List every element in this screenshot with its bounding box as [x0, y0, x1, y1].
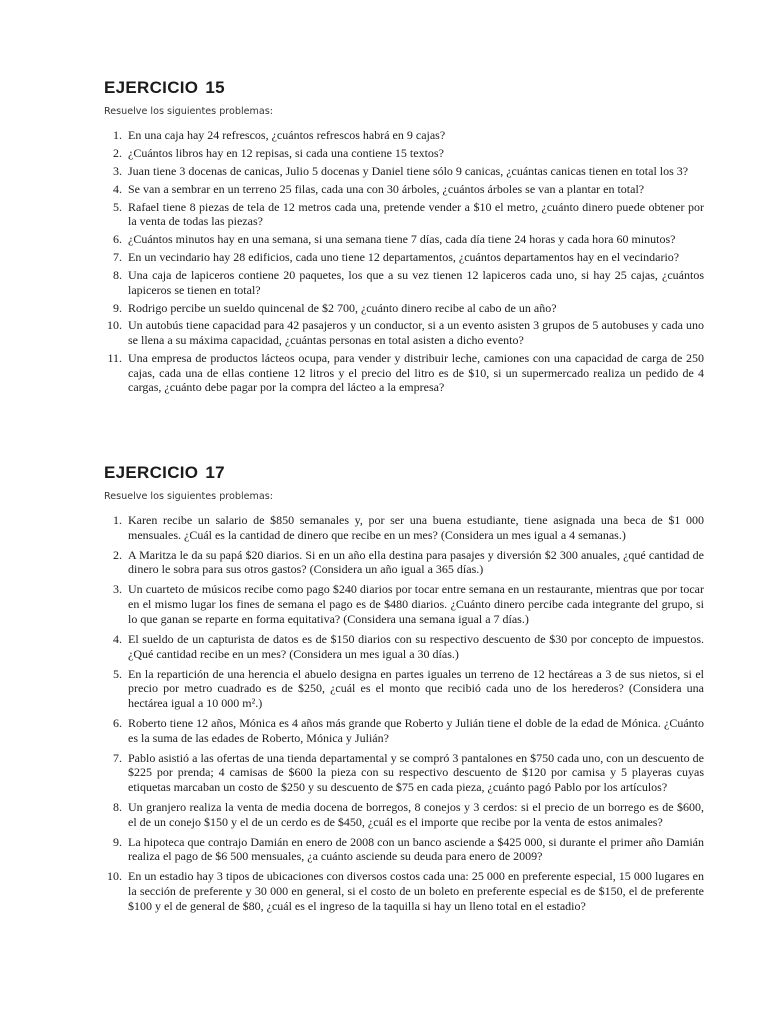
problem-item	[104, 667, 704, 711]
problem-text: El sueldo de un capturista de datos es de $150 diarios con su respectivo descuento de $30 por concepto de impuestos. ¿Qué cantidad recibe en un mes? (Considera un mes igual a 30 días.)	[128, 631, 704, 661]
problem-text: Se van a sembrar en un terreno 25 filas, cada una con 30 árboles, ¿cuántos árboles se van a plantar en total?	[128, 181, 645, 196]
problem-item	[104, 232, 704, 247]
exercise-15-problem-list	[104, 128, 704, 395]
problem-number: 2.	[113, 145, 122, 160]
problem-item	[104, 318, 704, 347]
problem-text: Pablo asistió a las ofertas de una tienda departamental y se compró 3 pantalones en $750 cada uno, con un descuento de $225 por prenda; 4 camisas de $600 la pieza con su respectivo descuento de $120 por camisa y 5 playeras cuyas etiquetas marcaban un costo de $250 y su descuento de $75 en cada pieza, ¿cuánto pagó Pablo por los artículos?	[128, 750, 704, 795]
problem-item	[104, 146, 704, 161]
problem-number: 5.	[113, 666, 122, 681]
problem-text: En una caja hay 24 refrescos, ¿cuántos refrescos habrá en 9 cajas?	[128, 128, 446, 142]
problem-text: Karen recibe un salario de $850 semanales y, por ser una buena estudiante, tiene asignada una beca de $1 000 mensuales. ¿Cuál es la cantidad de dinero que recibe en un mes? (Considera un mes igual a 4 semanas.)	[128, 513, 704, 542]
heading-word: EJERCICIO	[104, 78, 199, 97]
problem-number: 1.	[113, 128, 122, 142]
problem-item	[104, 716, 704, 745]
problem-number: 11.	[107, 351, 122, 366]
problem-item	[104, 164, 704, 179]
problem-text: Un autobús tiene capacidad para 42 pasajeros y un conductor, si a un evento asisten 3 grupos de 5 autobuses y cada uno se llena a su máxima capacidad, ¿cuántas personas en total asisten a dicho evento?	[128, 318, 704, 348]
problem-item	[104, 182, 704, 197]
problem-item	[104, 268, 704, 297]
exercise-17-problem-list	[104, 513, 704, 914]
problem-item	[104, 751, 704, 795]
problem-text: Una caja de lapiceros contiene 20 paquetes, los que a su vez tienen 12 lapiceros cada uno, si hay 25 cajas, ¿cuántos lapiceros se tienen en total?	[128, 267, 704, 297]
problem-item	[104, 200, 704, 229]
problem-item	[104, 128, 704, 143]
problem-number: 6.	[113, 715, 122, 730]
problem-item	[104, 632, 704, 661]
problem-number: 10.	[107, 318, 122, 333]
problem-number: 1.	[113, 513, 122, 527]
problem-text: En la repartición de una herencia el abuelo designa en partes iguales un terreno de 12 hectáreas a 3 de sus nietos, si el precio por metro cuadrado es de $250, ¿cuál es el monto que recibió cada uno de los herederos? (Considera una hectárea igual a 10 000 m².)	[128, 666, 704, 710]
problem-number: 10.	[107, 869, 122, 884]
heading-word: EJERCICIO	[104, 463, 199, 482]
problem-number: 8.	[113, 267, 122, 282]
problem-number: 7.	[113, 750, 122, 765]
problem-text: Rafael tiene 8 piezas de tela de 12 metros cada una, pretende vender a $10 el metro, ¿cuánto dinero puede obtener por la venta de todas las piezas?	[128, 199, 704, 229]
problem-text: En un estadio hay 3 tipos de ubicaciones con diversos costos cada una: 25 000 en preferente especial, 15 000 lugares en la sección de preferente y 30 000 en general, si el costo de un boleto en preferente especial es de $150, el de preferente $100 y el de general de $80, ¿cuál es el ingreso de la taquilla si hay un lleno total en el estadio?	[128, 869, 704, 913]
problem-number: 6.	[113, 232, 122, 247]
exercise-17-heading	[104, 463, 704, 483]
problem-text: En un vecindario hay 28 edificios, cada uno tiene 12 departamentos, ¿cuántos departamentos hay en el vecindario?	[128, 250, 680, 265]
exercise-17	[104, 463, 704, 919]
problem-number: 7.	[113, 250, 122, 265]
problem-number: 9.	[113, 300, 122, 315]
problem-item	[104, 548, 704, 577]
problem-item	[104, 582, 704, 626]
problem-number: 3.	[113, 163, 122, 178]
problem-text: Un cuarteto de músicos recibe como pago $240 diarios por tocar entre semana en un restaurante, mientras que por tocar en el mismo lugar los fines de semana el pago es de $480 diarios. ¿Cuánto dinero percibe cada integrante del grupo, si lo que ganan se reparte en forma equitativa? (Considera una semana igual a 7 días.)	[128, 582, 704, 626]
problem-text: ¿Cuántos libros hay en 12 repisas, si cada una contiene 15 textos?	[128, 145, 444, 160]
problem-item	[104, 835, 704, 864]
exercise-15-instructions: Resuelve los siguientes problemas:	[104, 106, 273, 117]
problem-text: A Maritza le da su papá $20 diarios. Si en un año ella destina para pasajes y diversión $2 300 anuales, ¿qué cantidad de dinero le sobra para sus otros gastos? (Considera un año igual a 365 días.)	[128, 547, 704, 577]
problem-item	[104, 869, 704, 913]
problem-text: Rodrigo percibe un sueldo quincenal de $2 700, ¿cuánto dinero recibe al cabo de un año?	[128, 300, 557, 315]
problem-number: 8.	[113, 800, 122, 815]
problem-item	[104, 250, 704, 265]
heading-number: 15	[205, 78, 225, 97]
problem-number: 9.	[113, 834, 122, 849]
problem-item	[104, 351, 704, 395]
exercise-17-instructions: Resuelve los siguientes problemas:	[104, 491, 273, 502]
problem-text: Juan tiene 3 docenas de canicas, Julio 5 docenas y Daniel tiene sólo 9 canicas, ¿cuántas canicas tienen en total los 3?	[128, 163, 689, 178]
problem-number: 4.	[113, 631, 122, 646]
problem-text: ¿Cuántos minutos hay en una semana, si una semana tiene 7 días, cada día tiene 24 horas y cada hora 60 minutos?	[128, 232, 676, 247]
exercise-15	[104, 78, 704, 398]
problem-text: Roberto tiene 12 años, Mónica es 4 años más grande que Roberto y Julián tiene el doble de la edad de Mónica. ¿Cuánto es la suma de las edades de Roberto, Mónica y Julián?	[128, 715, 704, 745]
problem-item	[104, 301, 704, 316]
problem-number: 5.	[113, 199, 122, 214]
problem-item	[104, 513, 704, 542]
problem-number: 2.	[113, 547, 122, 562]
heading-number: 17	[205, 463, 225, 482]
problem-text: La hipoteca que contrajo Damián en enero de 2008 con un banco asciende a $425 000, si durante el primer año Damián realiza el pago de $6 500 mensuales, ¿a cuánto asciende su deuda para enero de 2009?	[128, 834, 704, 864]
problem-text: Un granjero realiza la venta de media docena de borregos, 8 conejos y 3 cerdos: si el precio de un borrego es de $600, el de un conejo $150 y el de un cerdo es de $450, ¿cuál es el importe que recibe por la venta de estos animales?	[128, 800, 704, 829]
problem-item	[104, 800, 704, 829]
problem-number: 4.	[113, 181, 122, 196]
problem-text: Una empresa de productos lácteos ocupa, para vender y distribuir leche, camiones con una capacidad de carga de 250 cajas, cada una de ellas contiene 12 litros y el precio del litro es de $10, si un supermercado realiza un pedido de 4 cargas, ¿cuánto debe pagar por la compra del lácteo a la empresa?	[128, 351, 704, 395]
exercise-15-heading	[104, 78, 704, 98]
problem-number: 3.	[113, 582, 122, 597]
